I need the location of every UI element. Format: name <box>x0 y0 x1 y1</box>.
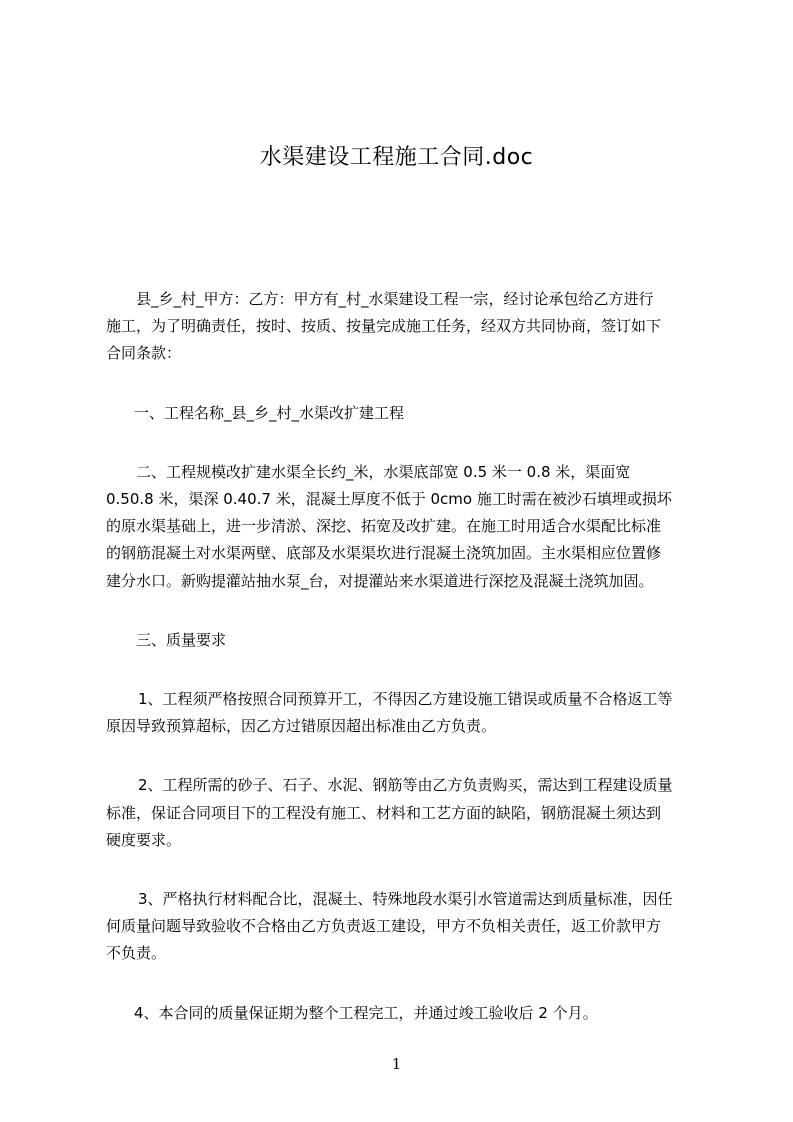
section-2-line-1: 二、工程规模改扩建水渠全长约_米，水渠底部宽 0.5 米一 0.8 米，渠面宽 <box>136 462 631 481</box>
section-1-heading <box>106 400 700 427</box>
quality-item-4 <box>106 1000 700 1027</box>
section-2-line-4: 的钢筋混凝土对水渠两壁、底部及水渠渠坎进行混凝土浇筑加固。主水渠相应位置修 <box>106 544 662 563</box>
intro-line-1: 县_乡_村_甲方：乙方：甲方有_村_水渠建设工程一宗，经讨论承包给乙方进行 <box>136 290 654 308</box>
section-2-line-2: 0.50.8 米，渠深 0.40.7 米，混凝土厚度不低于 0cmo 施工时需在被沙石填埋或损坏 <box>106 490 672 509</box>
section-2-line-5: 建分水口。新购提灌站抽水泵_台，对提灌站来水渠道进行深挖及混凝土浇筑加固。 <box>106 571 654 590</box>
section-3-heading <box>106 627 700 654</box>
quality-item-3 <box>106 886 700 968</box>
quality-item-1 <box>106 686 700 740</box>
item-4-line-1: 4、本合同的质量保证期为整个工程完工，并通过竣工验收后 2 个月。 <box>134 1003 598 1022</box>
document-body <box>106 286 700 1027</box>
intro-paragraph <box>106 286 700 368</box>
section-2-line-3: 的原水渠基础上，进一步清淤、深挖、拓宽及改扩建。在施工时用适合水渠配比标准 <box>106 517 662 536</box>
item-1-line-2: 原因导致预算超标，因乙方过错原因超出标准由乙方负责。 <box>106 717 497 736</box>
document-title: 水渠建设工程施工合同.doc <box>259 145 534 170</box>
intro-line-3: 合同条款： <box>106 344 182 363</box>
item-2-line-2: 标准，保证合同项目下的工程没有施工、材料和工艺方面的缺陷，钢筋混凝土须达到 <box>106 803 662 822</box>
item-2-line-1: 2、工程所需的砂子、石子、水泥、钢筋等由乙方负责购买，需达到工程建设质量 <box>138 776 673 795</box>
section-2-paragraph <box>106 459 700 595</box>
page-number: 1 <box>391 1055 402 1073</box>
intro-line-2: 施工，为了明确责任，按时、按质、按量完成施工任务，经双方共同协商，签订如下 <box>106 317 662 336</box>
item-3-line-1: 3、严格执行材料配合比，混凝土、特殊地段水渠引水管道需达到质量标准，因任 <box>138 890 673 909</box>
quality-item-2 <box>106 772 700 854</box>
section-1-line-1: 一、工程名称_县_乡_村_水渠改扩建工程 <box>134 403 405 422</box>
section-3-line-1: 三、质量要求 <box>136 630 227 649</box>
item-3-line-2: 何质量问题导致验收不合格由乙方负责返工建设，甲方不负相关责任，返工价款甲方 <box>106 917 662 936</box>
item-2-line-3: 硬度要求。 <box>106 830 182 849</box>
item-1-line-1: 1、工程须严格按照合同预算开工，不得因乙方建设施工错误或质量不合格返工等 <box>138 690 673 709</box>
item-3-line-3: 不负责。 <box>106 944 167 963</box>
